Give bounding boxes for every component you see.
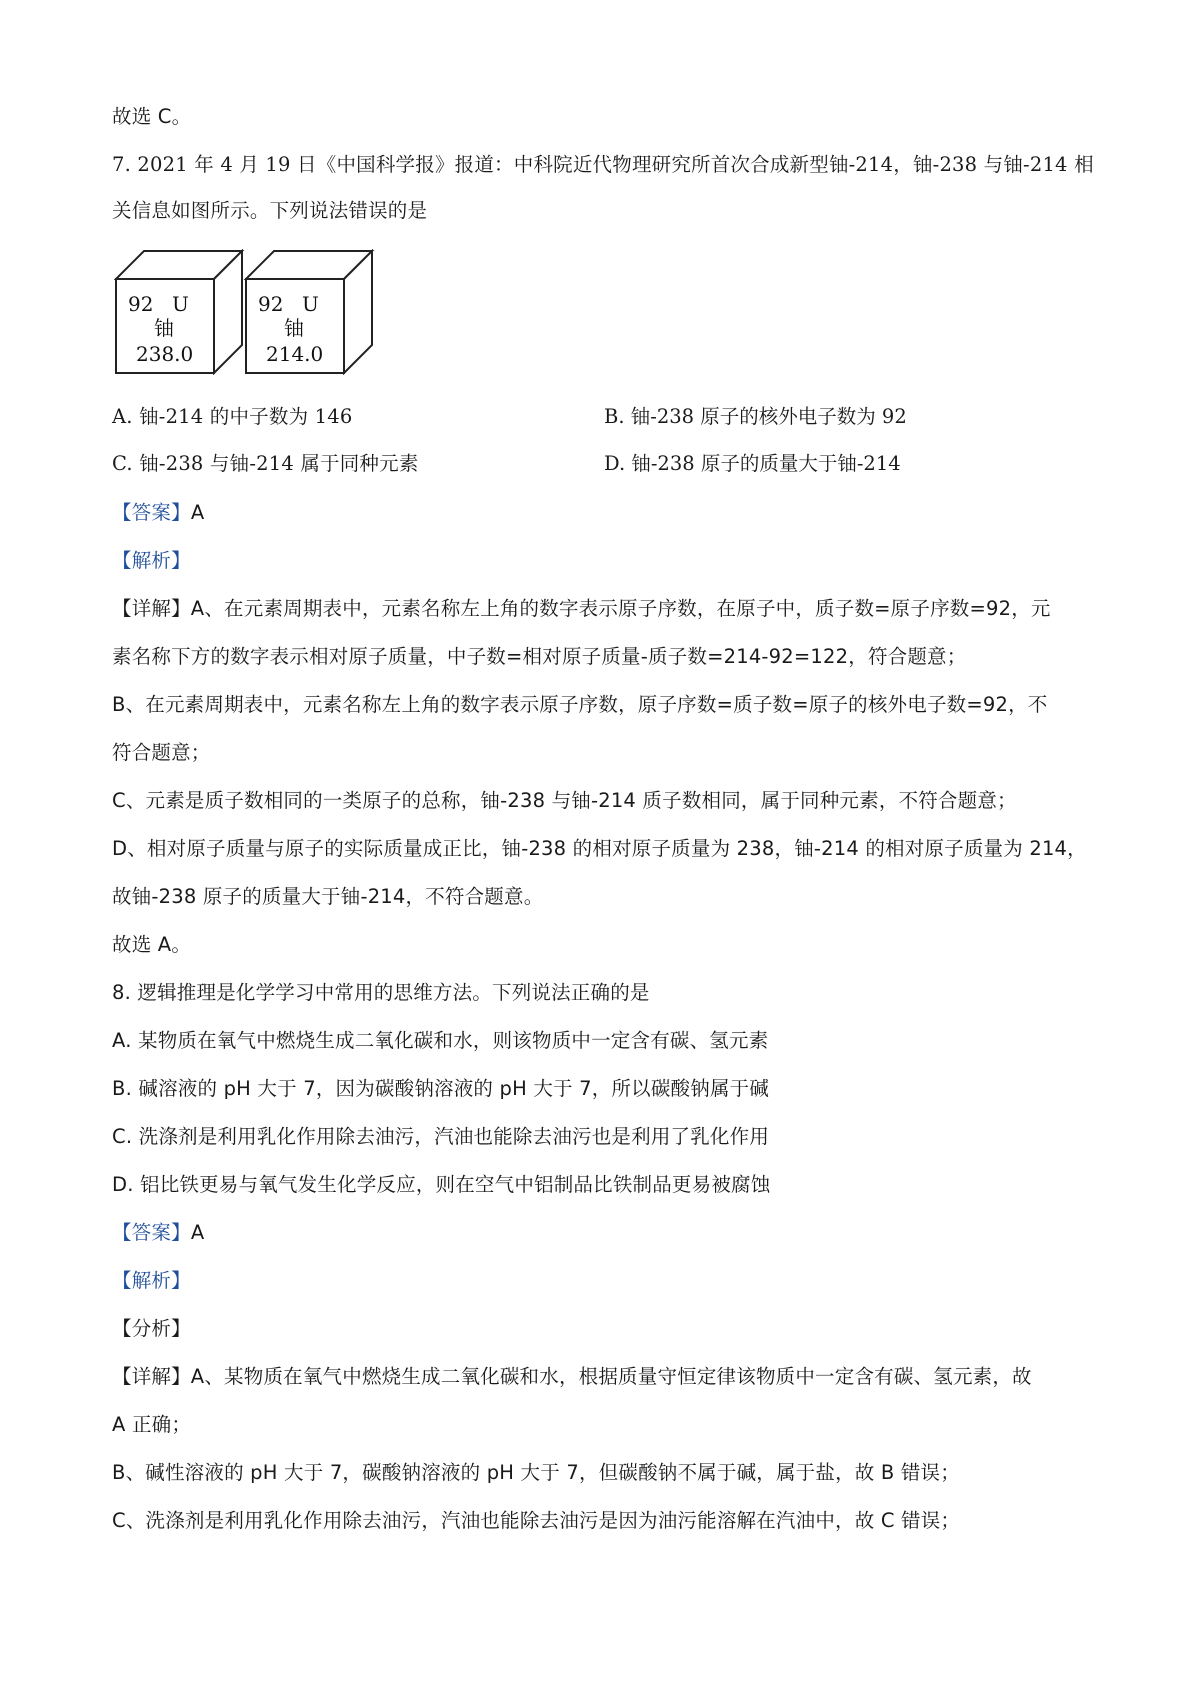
cube2-atomic-mass: 214.0 bbox=[266, 342, 324, 366]
q7-option-c: C. 铀-238 与铀-214 属于同种元素 bbox=[112, 452, 419, 475]
cube1-atomic-number: 92 bbox=[128, 292, 154, 316]
q7-option-d: D. 铀-238 原子的质量大于铀-214 bbox=[604, 452, 901, 475]
cube2-element-name: 铀 bbox=[284, 316, 304, 340]
uranium-214-cube bbox=[246, 251, 372, 373]
q8-option-c: C. 洗涤剂是利用乳化作用除去油污，汽油也能除去油污也是利用了乳化作用 bbox=[112, 1125, 770, 1148]
uranium-238-cube bbox=[116, 251, 242, 373]
q7-option-a: A. 铀-214 的中子数为 146 bbox=[112, 405, 353, 428]
q7-detail-line4: 符合题意； bbox=[112, 741, 211, 764]
q8-answer-value: A bbox=[190, 1221, 205, 1244]
cube2-atomic-number: 92 bbox=[258, 292, 284, 316]
q7-detail-line1: 【详解】A、在元素周期表中，元素名称左上角的数字表示原子序数，在原子中，质子数=原子序数=92，元 bbox=[112, 597, 1051, 620]
q8-answer bbox=[112, 1220, 204, 1246]
q8-detail-line2: A 正确； bbox=[112, 1413, 192, 1436]
q8-detail-line4: C、洗涤剂是利用乳化作用除去油污，汽油也能除去油污是因为油污能溶解在汽油中，故 C 错误； bbox=[112, 1509, 961, 1532]
q7-detail-line6: D、相对原子质量与原子的实际质量成正比，铀-238 的相对原子质量为 238，铀-214 的相对原子质量为 214， bbox=[112, 837, 1087, 860]
q7-answer-value: A bbox=[190, 501, 205, 524]
q8-stem: 8. 逻辑推理是化学学习中常用的思维方法。下列说法正确的是 bbox=[112, 981, 650, 1004]
q8-answer-label: 【答案】 bbox=[112, 1221, 191, 1244]
q8-detail-line3: B、碱性溶液的 pH 大于 7，碳酸钠溶液的 pH 大于 7，但碳酸钠不属于碱，属于盐，故 B 错误； bbox=[112, 1461, 960, 1484]
cube1-symbol: U bbox=[172, 292, 189, 316]
q7-stem-line2: 关信息如图所示。下列说法错误的是 bbox=[112, 199, 428, 222]
q7-option-b: B. 铀-238 原子的核外电子数为 92 bbox=[604, 405, 907, 428]
q8-option-a: A. 某物质在氧气中燃烧生成二氧化碳和水，则该物质中一定含有碳、氢元素 bbox=[112, 1029, 769, 1052]
q8-fenxi-label: 【分析】 bbox=[112, 1317, 191, 1340]
uranium-element-cards-figure bbox=[114, 249, 390, 375]
cube1-element-name: 铀 bbox=[154, 316, 174, 340]
q7-conclusion: 故选 A。 bbox=[112, 933, 192, 956]
cube1-atomic-mass: 238.0 bbox=[136, 342, 194, 366]
q7-stem-line1: 7. 2021 年 4 月 19 日《中国科学报》报道：中科院近代物理研究所首次合成新型铀-214，铀-238 与铀-214 相 bbox=[112, 153, 1094, 176]
q8-option-d: D. 铝比铁更易与氧气发生化学反应，则在空气中铝制品比铁制品更易被腐蚀 bbox=[112, 1173, 771, 1196]
q7-detail-line7: 故铀-238 原子的质量大于铀-214，不符合题意。 bbox=[112, 885, 544, 908]
q7-analysis-label: 【解析】 bbox=[112, 549, 191, 572]
q7-answer-label: 【答案】 bbox=[112, 501, 191, 524]
q7-detail-line5: C、元素是质子数相同的一类原子的总称，铀-238 与铀-214 质子数相同，属于同种元素，不符合题意； bbox=[112, 789, 1017, 812]
cube2-symbol: U bbox=[302, 292, 319, 316]
q7-answer bbox=[112, 500, 204, 526]
q8-analysis-label: 【解析】 bbox=[112, 1269, 191, 1292]
q7-detail-line2: 素名称下方的数字表示相对原子质量，中子数=相对原子质量-质子数=214-92=122，符合题意； bbox=[112, 645, 967, 668]
q8-detail-line1: 【详解】A、某物质在氧气中燃烧生成二氧化碳和水，根据质量守恒定律该物质中一定含有碳、氢元素，故 bbox=[112, 1365, 1032, 1388]
q8-option-b: B. 碱溶液的 pH 大于 7，因为碳酸钠溶液的 pH 大于 7，所以碳酸钠属于碱 bbox=[112, 1077, 770, 1100]
q6-conclusion: 故选 C。 bbox=[112, 105, 192, 128]
q7-detail-line3: B、在元素周期表中，元素名称左上角的数字表示原子序数，原子序数=质子数=原子的核外电子数=92，不 bbox=[112, 693, 1048, 716]
